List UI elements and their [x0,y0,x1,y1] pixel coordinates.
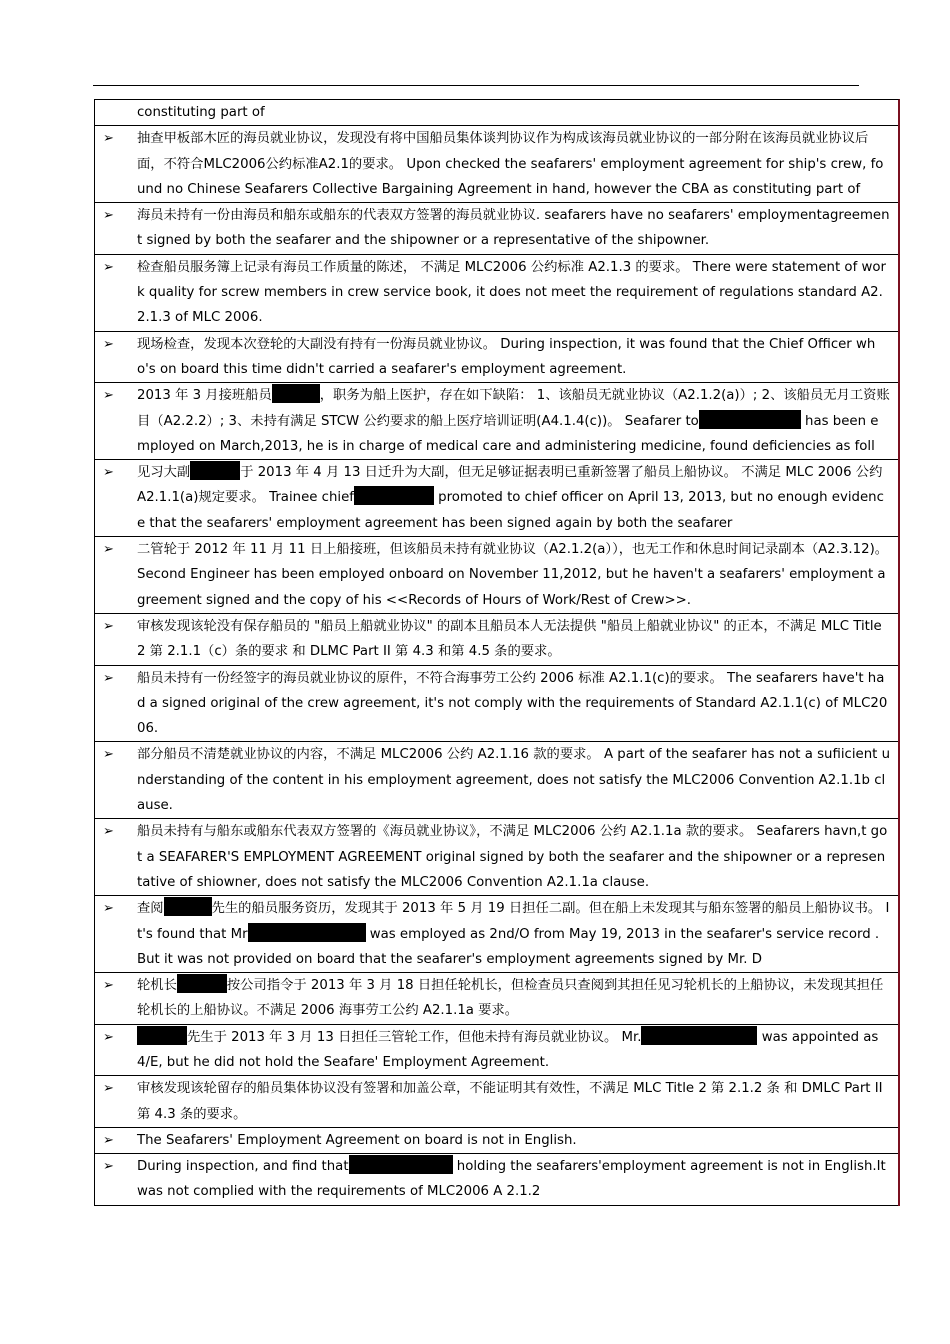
bullet-arrow-icon: ➢ [103,824,114,840]
text-before: During inspection, and find that [137,1159,349,1175]
table-row [95,1128,898,1154]
table-row [95,332,898,384]
text-after: was employed as 2nd/O from May 19, 2013 in the seafarer's service record . But it was not provided on board that the seafarer's employment agreements signed by Mr. D [137,926,880,967]
table-row [95,537,898,614]
row-text: 现场检查，发现本次登轮的大副没有持有一份海员就业协议。 During inspection, it was found that the Chief Officer who's on board this time didn't carried a seafarer's employment agreement. [137,336,876,377]
bullet-arrow-icon: ➢ [103,1132,114,1148]
bullet-arrow-icon: ➢ [103,1081,114,1097]
table-row [95,383,898,460]
table-row [95,203,898,255]
row-text: 审核发现该轮留存的船员集体协议没有签署和加盖公章，不能证明其有效性，不满足 MLC Title 2 第 2.1.2 条 和 DMLC Part II 第 4.3 条的要求。 [137,1081,883,1122]
bullet-arrow-icon: ➢ [103,465,114,481]
row-text: 船员未持有一份经签字的海员就业协议的原件，不符合海事劳工公约 2006 标准 A2.1.1(c)的要求。 The seafarers have't had a signed original of the crew agreement, it's not comply with the requirements of Standard A2.1.1(c) of MLC2006. [137,670,888,737]
redaction-block [699,410,801,429]
bullet-arrow-icon: ➢ [103,747,114,763]
bullet-arrow-icon: ➢ [103,542,114,558]
text-before: 查阅 [137,901,164,917]
row-text [137,1025,890,1076]
row-text: 船员未持有与船东或船东代表双方签署的《海员就业协议》，不满足 MLC2006 公约 A2.1.1a 款的要求。 Seafarers havn,t got a SEAFARER'S EMPLOYMENT AGREEMENT original signed by both the seafarer and the shipowner or a representative of shiowner, does not satisfy the MLC2006 Convention A2.1.1a clause. [137,824,888,890]
bullet-arrow-icon: ➢ [103,1029,114,1045]
row-text: 部分船员不清楚就业协议的内容，不满足 MLC2006 公约 A2.1.16 款的要求。 A part of the seafarer has not a sufiicient understanding of the content in his employment agreement, does not satisfy the MLC2006 Convention A2.1.1b clause. [137,747,891,814]
redaction-block [272,384,320,403]
row-text: The Seafarers' Employment Agreement on board is not in English. [137,1132,577,1148]
text-middle: 按公司指令于 2013 年 3 月 18 日担任轮机长，但检查员只查阅到其担任见习轮机长的上船协议，未发现其担任轮机长的上船协议。不满足 2006 海事劳工公约 A2.1.1a 要求。 [137,978,884,1019]
text-middle: 先生于 2013 年 3 月 13 日担任三管轮工作，但他未持有海员就业协议。 Mr. [187,1029,642,1045]
bullet-arrow-icon: ➢ [103,978,114,994]
row-text: 审核发现该轮没有保存船员的 "船员上船就业协议" 的副本且船员本人无法提供 "船员上船就业协议" 的正本，不满足 MLC Title 2 第 2.1.1（c）条的要求 和 DLMC Part II 第 4.3 和第 4.5 条的要求。 [137,618,882,660]
table-row [95,614,898,666]
table-row [95,819,898,896]
row-text [137,383,890,459]
table-row [95,1076,898,1128]
text-middle: 于 2013 年 4 月 13 日迁升为大副，但无足够证据表明已重新签署了船员上船协议。 不满足 MLC 2006 公约 A2.1.1(a)规定要求。 Trainee chief [137,465,883,506]
row-text: 抽查甲板部木匠的海员就业协议，发现没有将中国船员集体谈判协议作为构成该海员就业协议的一部分附在该海员就业协议后面，不符合MLC2006公约标准A2.1的要求。 Upon checked the seafarers' employment agreement for ship's crew, found no Chinese Seafarers Collective Bargaining Agreement in hand, however the CBA as constituting part of [137,131,884,197]
text-middle: ，职务为船上医护，存在如下缺陷： 1、该船员无就业协议（A2.1.2(a)）; 2、该船员无月工资账目（A2.2.2）; 3、未持有满足 STCW 公约要求的船上医疗培训证明(A4.1.4(c))。 Seafarer to [137,388,890,429]
bullet-arrow-icon: ➢ [103,131,114,147]
table-row [95,666,898,743]
redaction-block [177,974,227,993]
bullet-arrow-icon: ➢ [103,208,114,224]
text-before: 2013 年 3 月接班船员 [137,388,272,404]
bullet-arrow-icon: ➢ [103,259,114,275]
text-middle: 先生的船员服务资历，发现其于 2013 年 5 月 19 日担任二副。但在船上未发现其与船东签署的船员上船协议书。 It's found that Mr [137,901,890,942]
table-row [95,1154,898,1206]
text-before: 轮机长 [137,978,177,994]
table-row [95,973,898,1025]
header-rule [93,85,859,86]
row-text: 检查船员服务簿上记录有海员工作质量的陈述， 不满足 MLC2006 公约标准 A2.1.3 的要求。 There were statement of work quality for screw members in crew service book, it does not meet the requirement of regulations standard A2.2.1.3 of MLC 2006. [137,259,886,326]
redaction-block [248,923,366,942]
table-row [95,126,898,203]
text-before: 见习大副 [137,465,191,481]
row-text [137,460,890,536]
text-after: promoted to chief officer on April 13, 2013, but no enough evidence that the seafarers' employment agreement has been signed again by both the seafarer [137,490,884,531]
table-row [95,1025,898,1077]
text-after: has been employed on March,2013, he is in charge of medical care and administering medicine, found deficiencies as foll [137,413,879,454]
redaction-block [190,461,240,480]
redaction-block [349,1155,453,1174]
table-row [95,255,898,332]
bullet-arrow-icon: ➢ [103,670,114,686]
text-after: was appointed as 4/E, but he did not hold the Seafare' Employment Agreement. [137,1029,879,1070]
table-row [95,896,898,973]
bullet-arrow-icon: ➢ [103,388,114,404]
row-text [137,896,890,972]
row-text: 二管轮于 2012 年 11 月 11 日上船接班，但该船员未持有就业协议（A2.1.2(a）），也无工作和休息时间记录副本（A2.3.12)。 Second Engineer has been employed onboard on November 11,2012, but he haven't a seafarers' employment agreement signed and the copy of his <<Records of Hours of Work/Rest of Crew>>. [137,542,889,608]
redaction-block [137,1026,187,1045]
bullet-arrow-icon: ➢ [103,901,114,917]
bullet-arrow-icon: ➢ [103,336,114,352]
text-middle: holding the seafarers'employment agreement is not in English.It was not complied with the requirements of MLC2006 A 2.1.2 [137,1159,886,1200]
redaction-block [164,897,212,916]
redaction-block [641,1026,757,1045]
bullet-arrow-icon: ➢ [103,618,114,634]
bullet-arrow-icon: ➢ [103,1159,114,1175]
row-text: constituting part of [137,105,265,120]
row-text [137,973,890,1024]
redaction-block [354,486,434,505]
row-text [137,1154,890,1205]
row-text: 海员未持有一份由海员和船东或船东的代表双方签署的海员就业协议. seafarers have no seafarers' employmentagreement signed by both the seafarer and the shipowner or a representative of the shipowner. [137,208,890,249]
table-row [95,460,898,537]
table-row [95,100,898,126]
table-row [95,742,898,819]
deficiency-table [94,99,900,1206]
